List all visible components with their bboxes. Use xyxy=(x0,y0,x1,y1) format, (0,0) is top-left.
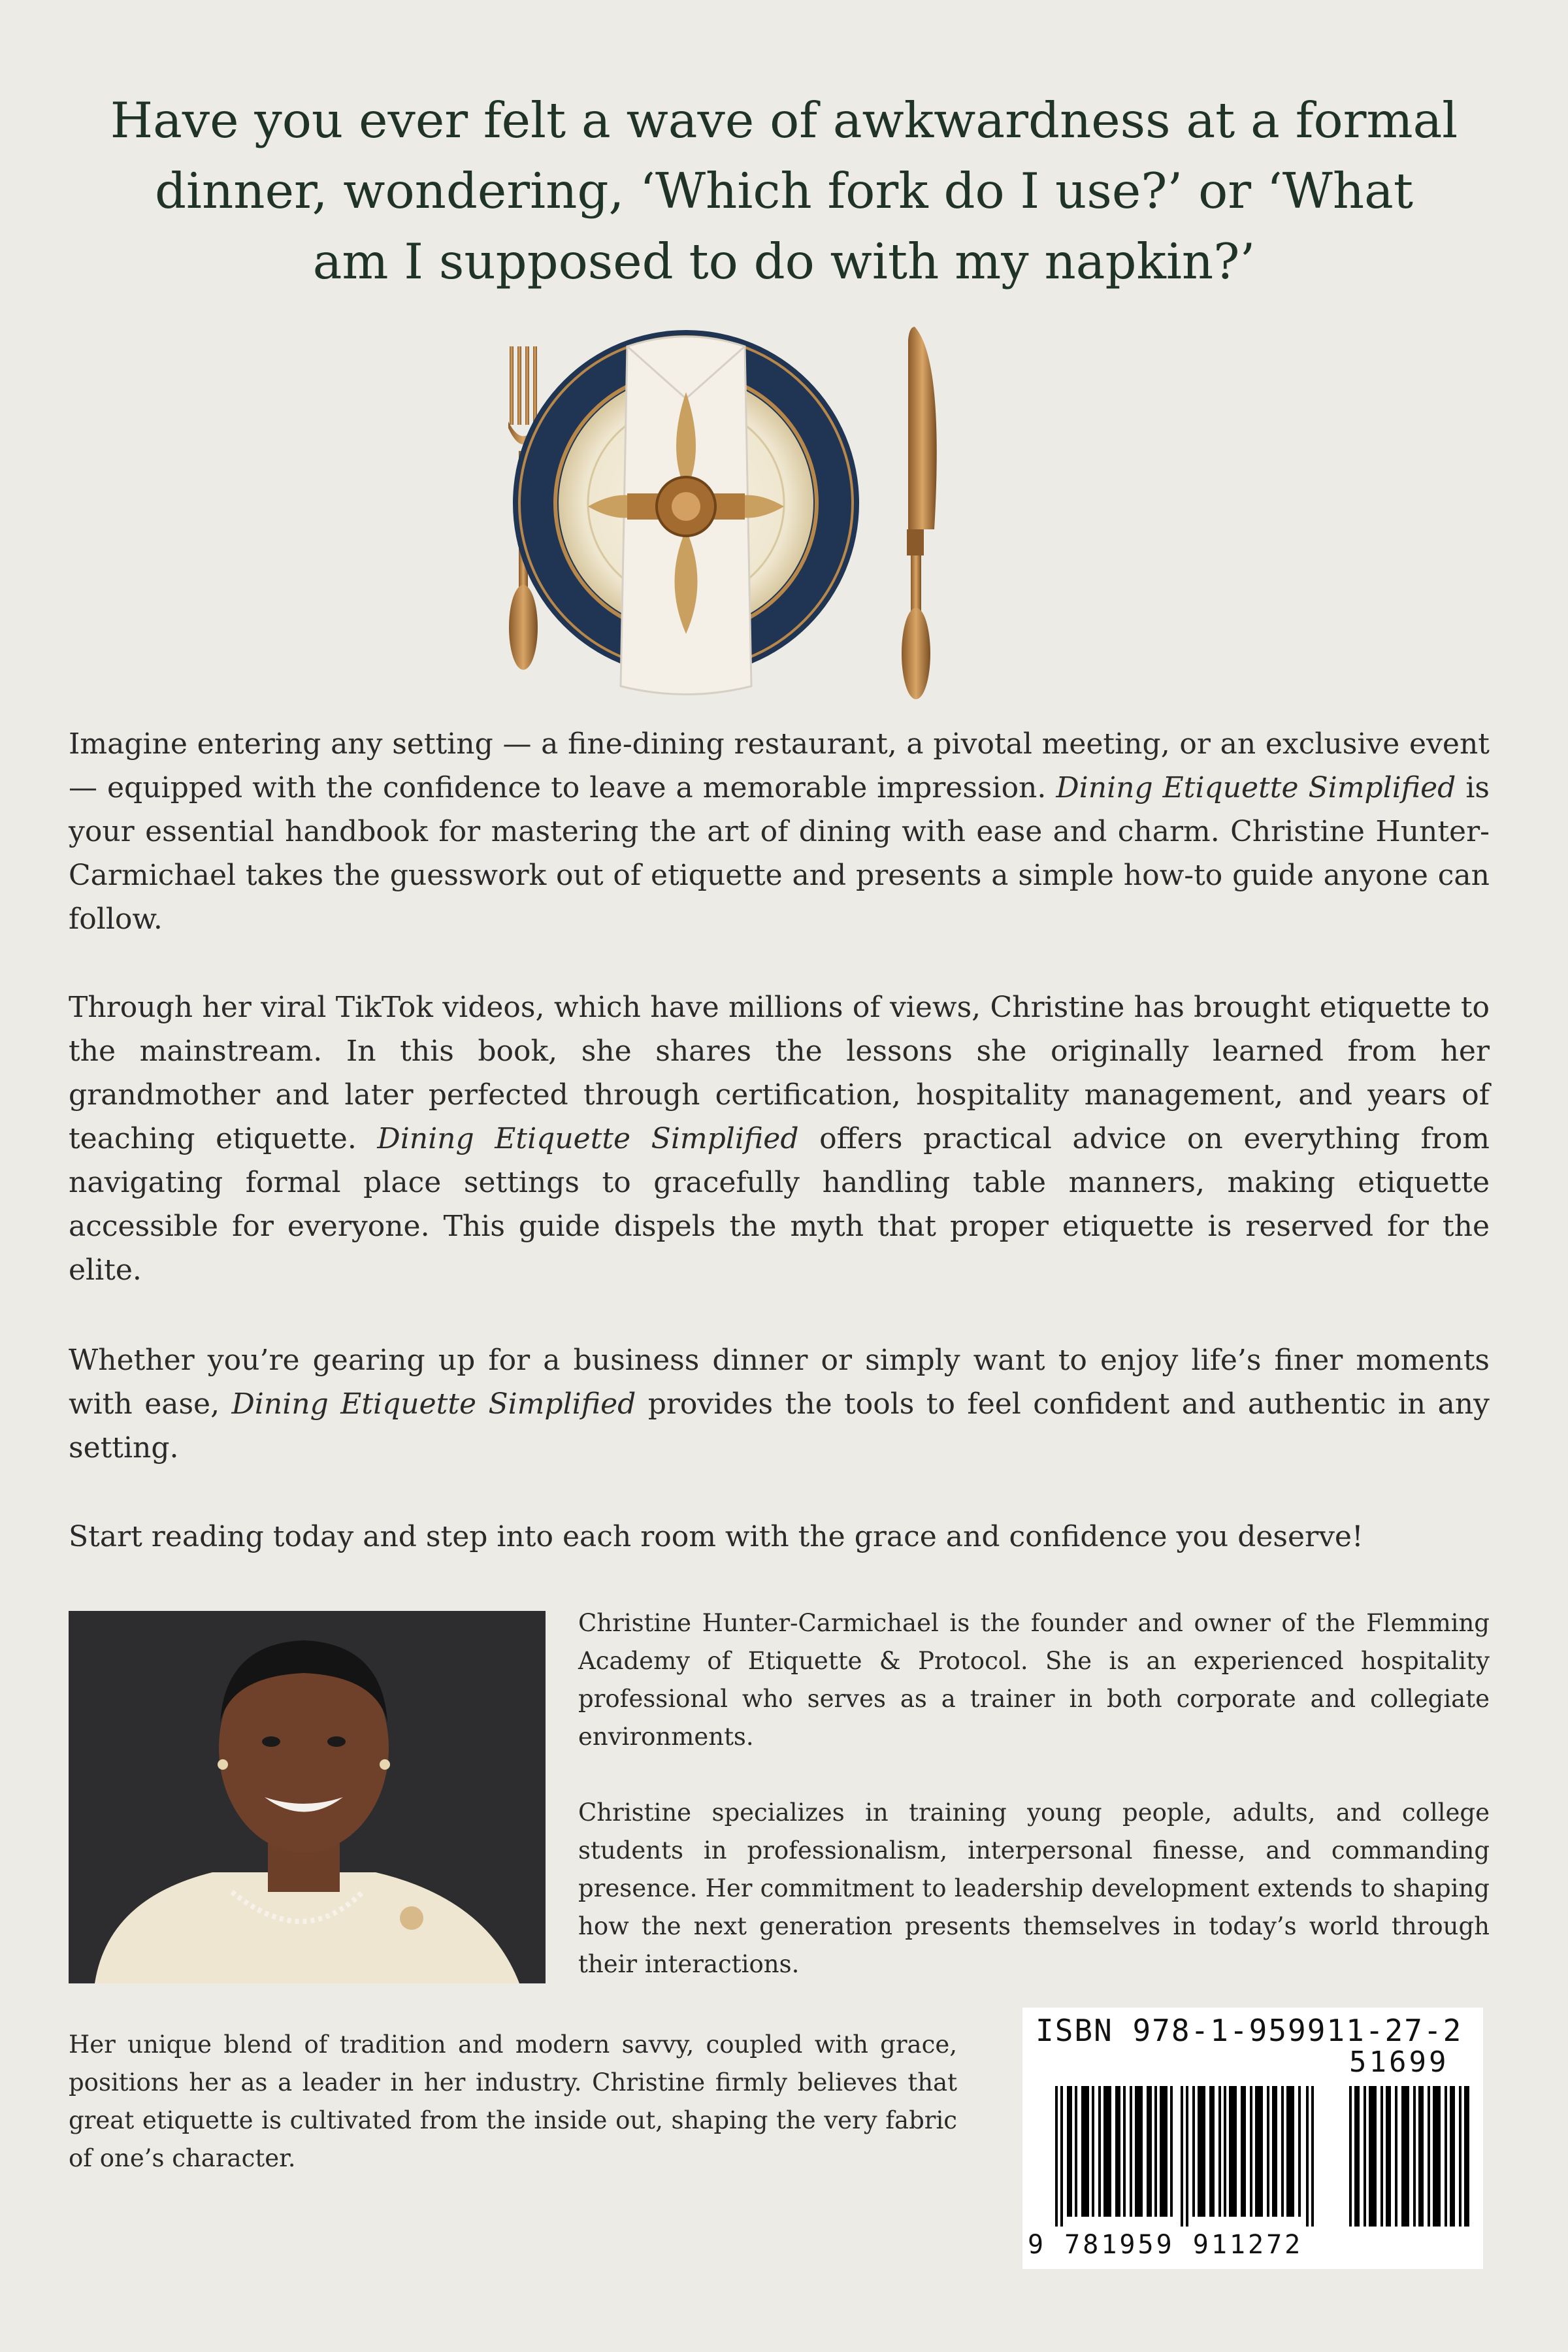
description-text: Through her viral TikTok videos, which have millions of views, Christine has brought etiquette to the mainstream. In this book, she shares the lessons she originally learned from her grandmother and later perfected through certification, hospitality management, and years of teaching etiquette. xyxy=(69,991,1490,1155)
isbn-barcode xyxy=(1022,2008,1483,2269)
description-paragraph-1 xyxy=(69,722,1490,941)
price-code: 51699 xyxy=(1349,2046,1449,2079)
description-text: provides the tools to feel confident and authentic in any setting. xyxy=(69,1387,1490,1465)
description-paragraph-2 xyxy=(69,986,1490,1292)
headline-line-3: am I supposed to do with my napkin?’ xyxy=(312,233,1256,290)
book-title: Dining Etiquette Simplified xyxy=(377,1122,799,1155)
call-to-action: Start reading today and step into each room with the grace and confidence you deserve! xyxy=(69,1520,1364,1553)
author-bio-paragraph-3: Her unique blend of tradition and modern savvy, coupled with grace, positions her as a leader in her industry. Christine firmly believes that great etiquette is cultivated from the inside out, shaping the very fabric of one’s character. xyxy=(69,2030,957,2172)
ean-barcode-bars xyxy=(1055,2086,1336,2227)
knife-icon xyxy=(902,327,937,699)
isbn-number: ISBN 978-1-959911-27-2 xyxy=(1036,2013,1463,2048)
description-text: Imagine entering any setting — a fine-dining restaurant, a pivotal meeting, or an exclusive event — equipped with the confidence to leave a memorable impression. xyxy=(69,727,1490,804)
headline-line-2: dinner, wondering, ‘Which fork do I use?’ or ‘What xyxy=(154,162,1414,220)
description-text: Whether you’re gearing up for a business dinner or simply want to enjoy life’s finer moments with ease, xyxy=(69,1344,1490,1421)
author-bio-paragraph-1: Christine Hunter-Carmichael is the founder and owner of the Flemming Academy of Etiquette & Protocol. She is an experienced hospitality professional who serves as a trainer in both corporate and collegiate environments. xyxy=(578,1609,1490,1751)
ean-digits: 9 781959 911272 xyxy=(1028,2230,1303,2260)
headline xyxy=(85,85,1483,297)
author-bio-paragraph-2: Christine specializes in training young people, adults, and college students in professionalism, interpersonal finesse, and commanding presence. Her commitment to leadership development extends to shaping how the next generation presents themselves in today’s world through their interactions. xyxy=(578,1798,1490,1978)
description-paragraph-3 xyxy=(69,1338,1490,1470)
author-photo xyxy=(69,1611,546,1983)
price-addon-bars xyxy=(1349,2086,1470,2227)
book-title: Dining Etiquette Simplified xyxy=(231,1387,636,1421)
book-title: Dining Etiquette Simplified xyxy=(1056,771,1456,804)
place-setting-illustration xyxy=(497,320,954,712)
headline-line-1: Have you ever felt a wave of awkwardness at a formal xyxy=(110,91,1458,149)
description-text: is your essential handbook for mastering the art of dining with ease and charm. Christine Hunter-Carmichael takes the guesswork out of etiquette and presents a simple how-to guide anyone can follow. xyxy=(69,771,1490,936)
description-text: offers practical advice on everything from navigating formal place settings to gracefully handling table manners, making etiquette accessible for everyone. This guide dispels the myth that proper etiquette is reserved for the elite. xyxy=(69,1122,1490,1287)
author-portrait-image xyxy=(69,1611,546,1983)
